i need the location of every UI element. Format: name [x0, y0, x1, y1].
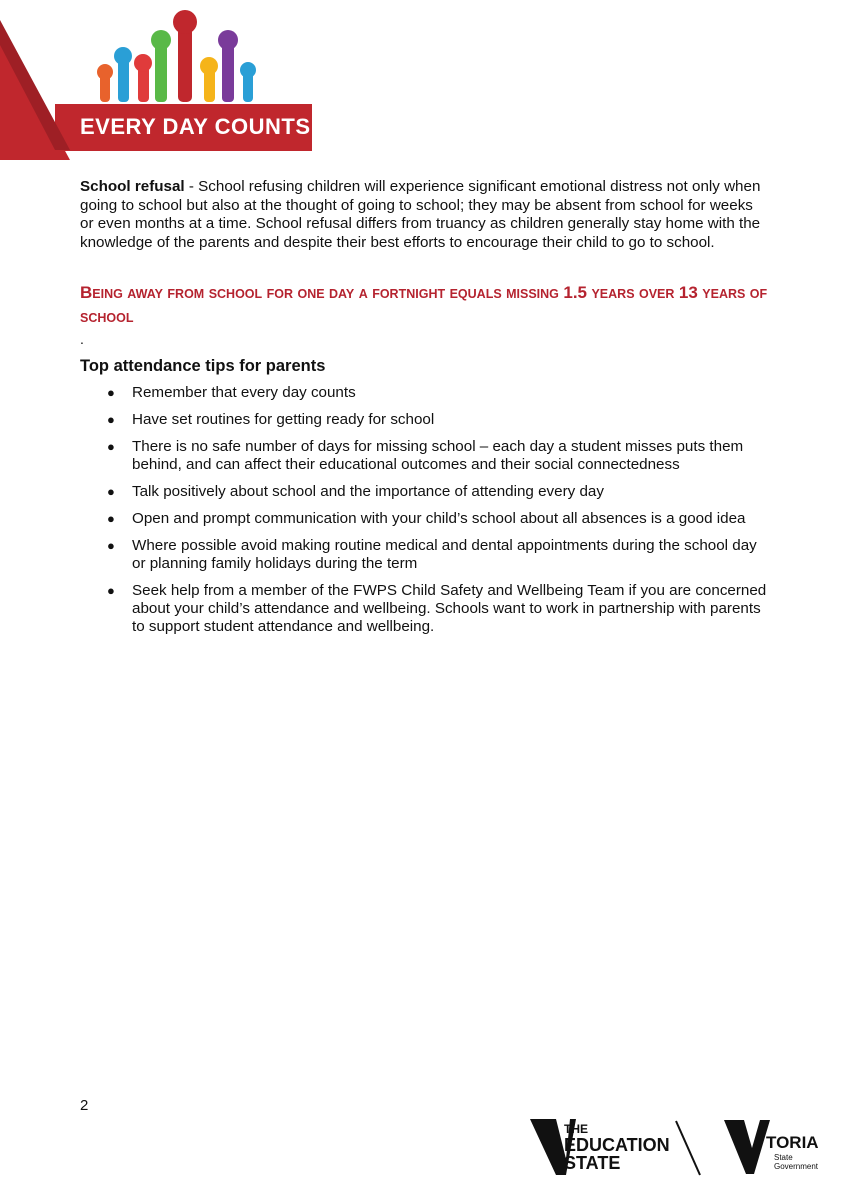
- list-item: [80, 510, 770, 528]
- tip-text: Have set routines for getting ready for school: [132, 411, 435, 428]
- education-state-logo-graphic: [528, 1117, 703, 1177]
- attendance-headline-text: BEING AWAY FROM SCHOOL FOR ONE DAY A FORTNIGHT EQUALS MISSING 1.5 YEARS OVER 13 YEARS OF SCHOOL: [80, 283, 768, 325]
- school-refusal-body: - School refusing children will experience significant emotional distress not only when going to school but also at the thought of going to school; they may be absent from school for weeks or even months at a time. School refusal differs from truancy as children generally stay home with the knowledge of the parents and despite their best efforts to encourage their child to go to school.: [80, 178, 761, 251]
- tip-text: There is no safe number of days for missing school – each day a student misses puts them behind, and can affect their educational outcomes and their social connectedness: [132, 438, 744, 473]
- list-item: [80, 384, 770, 402]
- list-item: [80, 411, 770, 429]
- bullet-icon: ●: [107, 538, 115, 553]
- logo-text: EVERY DAY COUNTS: [80, 114, 311, 139]
- list-item: [80, 438, 770, 474]
- victoria-logo-graphic: [722, 1118, 828, 1176]
- svg-text:TORIA: TORIA: [766, 1133, 819, 1152]
- bullet-icon: ●: [107, 439, 115, 454]
- education-state-logo: [528, 1117, 703, 1177]
- bullet-icon: ●: [107, 583, 115, 598]
- tip-text: Seek help from a member of the FWPS Child Safety and Wellbeing Team if you are concerned about your child’s attendance and wellbeing. Schools want to work in partnership with parents to support student attendance and wellbeing.: [132, 582, 767, 635]
- svg-text:EDUCATION: EDUCATION: [564, 1135, 670, 1155]
- list-item: [80, 483, 770, 501]
- tip-text: Where possible avoid making routine medical and dental appointments during the school day or planning family holidays during the term: [132, 537, 757, 572]
- bullet-icon: ●: [107, 484, 115, 499]
- bullet-icon: ●: [107, 385, 115, 400]
- svg-text:STATE: STATE: [564, 1153, 621, 1173]
- bullet-icon: ●: [107, 511, 115, 526]
- school-refusal-term: School refusal: [80, 178, 185, 195]
- svg-text:THE: THE: [564, 1122, 588, 1136]
- page-number: 2: [80, 1097, 89, 1114]
- victoria-government-logo: [722, 1118, 828, 1176]
- tips-heading: Top attendance tips for parents: [80, 357, 326, 375]
- tips-list: [80, 384, 770, 645]
- tip-text: Remember that every day counts: [132, 384, 356, 401]
- svg-text:State: State: [774, 1153, 793, 1162]
- tip-text: Open and prompt communication with your child’s school about all absences is a good idea: [132, 510, 746, 527]
- separator-dot: .: [80, 331, 84, 347]
- attendance-headline: [80, 281, 780, 330]
- list-item: [80, 537, 770, 573]
- every-day-counts-logo: [0, 0, 320, 160]
- tip-text: Talk positively about school and the importance of attending every day: [132, 483, 604, 500]
- list-item: [80, 582, 770, 636]
- bullet-icon: ●: [107, 412, 115, 427]
- school-refusal-paragraph: [80, 178, 770, 252]
- svg-text:Government: Government: [774, 1162, 819, 1171]
